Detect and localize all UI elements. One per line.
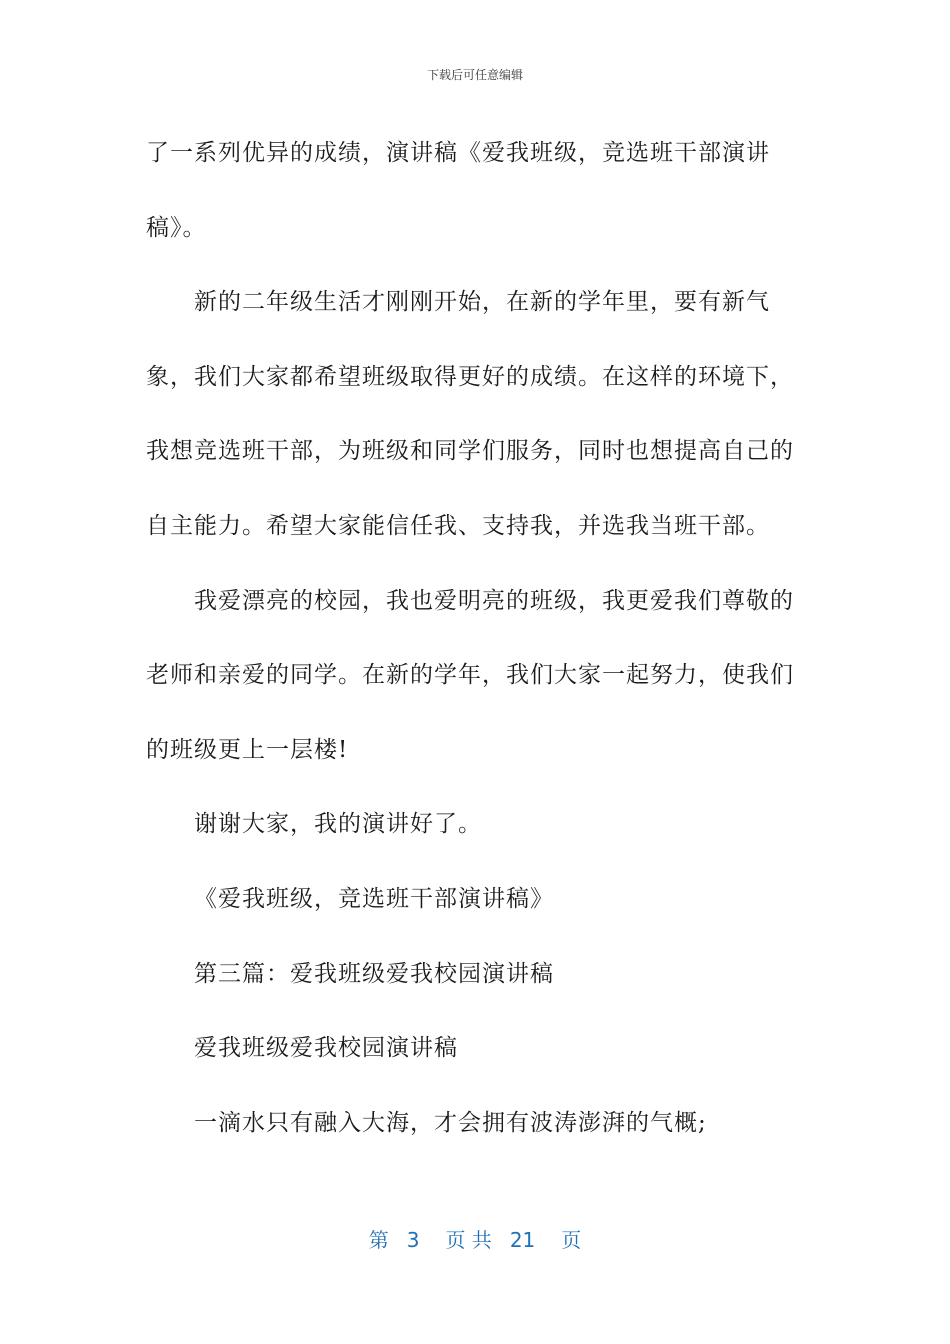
document-body	[146, 116, 816, 1160]
paragraph-5: 《爱我班级，竞选班干部演讲稿》	[194, 885, 554, 912]
paragraph-3: 我爱漂亮的校园，我也爱明亮的班级，我更爱我们尊敬的老师和亲爱的同学。在新的学年，我们大家一起努力，使我们的班级更上一层楼!	[146, 587, 794, 763]
paragraph-7: 爱我班级爱我校园演讲稿	[194, 1035, 458, 1062]
paragraph-2: 新的二年级生活才刚刚开始，在新的学年里，要有新气象，我们大家都希望班级取得更好的成绩。在这样的环境下，我想竞选班干部，为班级和同学们服务，同时也想提高自己的自主能力。希望大家能信任我、支持我，并选我当班干部。	[146, 289, 794, 539]
footer-suffix: 页	[561, 1228, 582, 1252]
paragraph-1: 了一系列优异的成绩，演讲稿《爱我班级，竞选班干部演讲稿》。	[146, 140, 770, 241]
footer-prefix: 第	[368, 1228, 389, 1252]
footer-total-pages: 21	[509, 1228, 536, 1252]
paragraph-4: 谢谢大家，我的演讲好了。	[194, 811, 482, 838]
page-header: 下载后可任意编辑	[426, 68, 523, 82]
page-footer	[0, 1224, 950, 1253]
footer-middle: 页 共	[445, 1228, 492, 1252]
paragraph-6: 第三篇：爱我班级爱我校园演讲稿	[194, 960, 554, 987]
footer-current-page: 3	[406, 1228, 420, 1252]
paragraph-8: 一滴水只有融入大海，才会拥有波涛澎湃的气概;	[194, 1109, 707, 1136]
